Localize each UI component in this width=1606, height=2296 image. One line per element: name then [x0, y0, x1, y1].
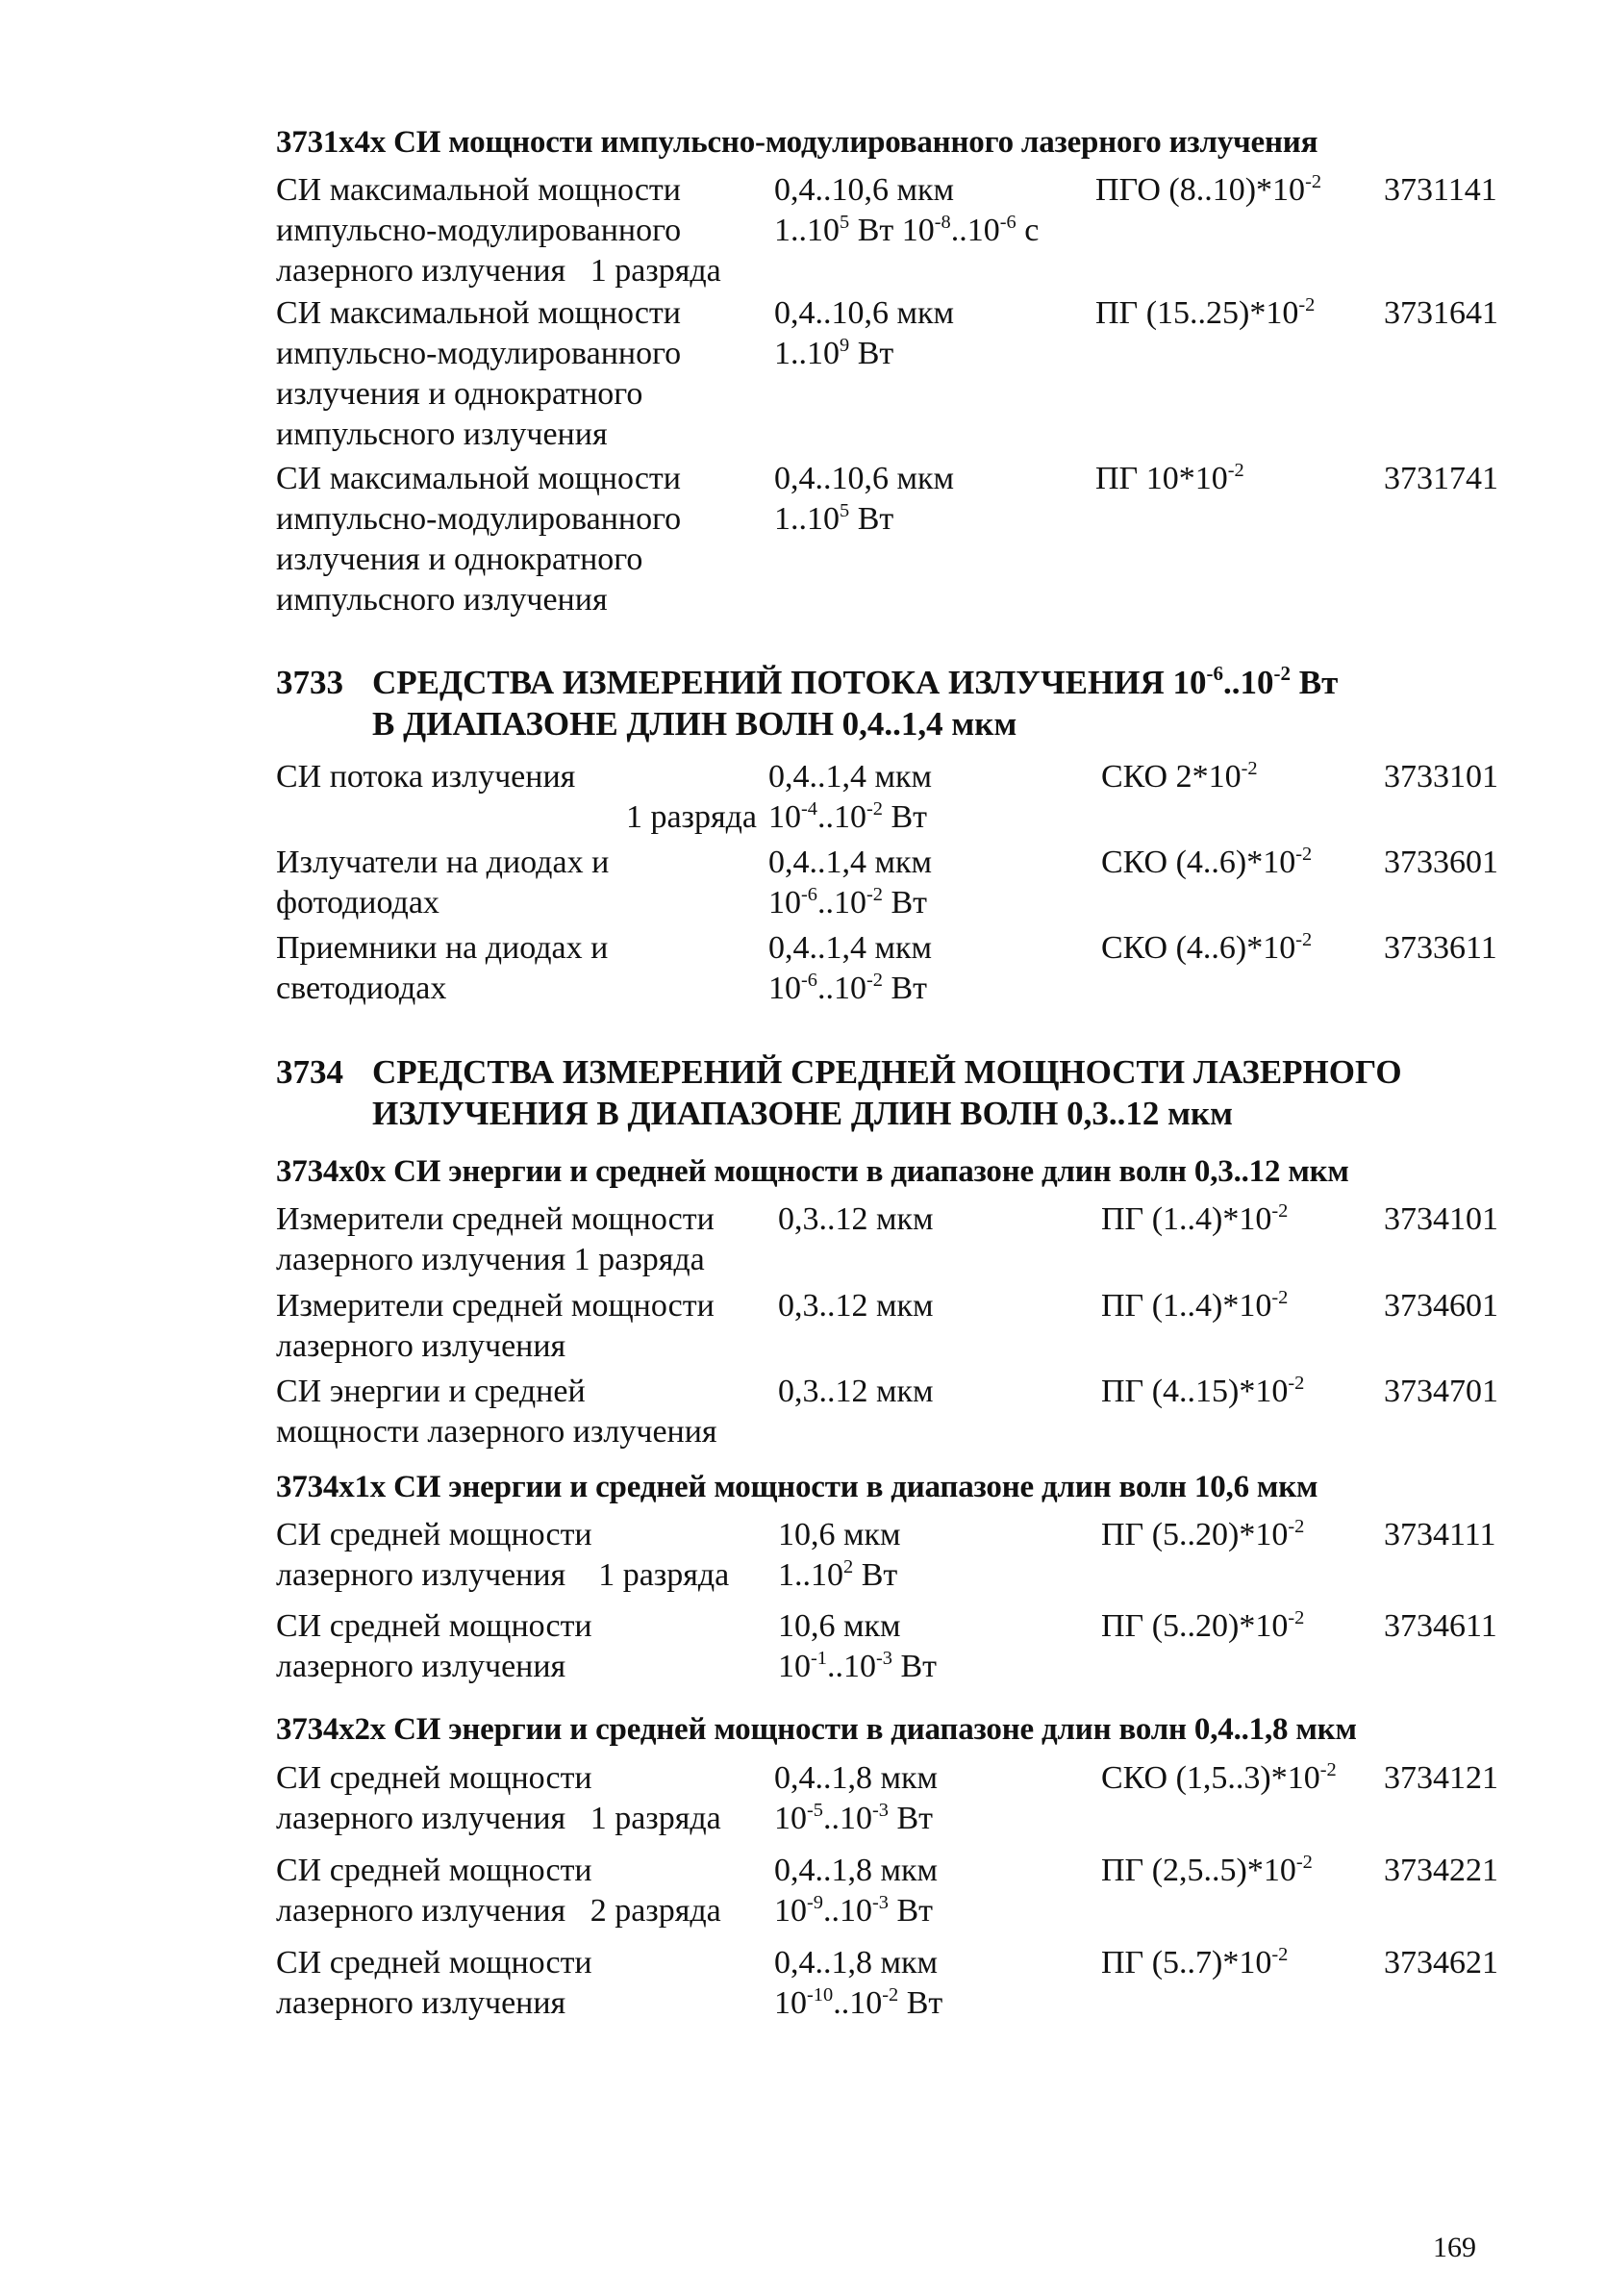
- code: 3734111: [1384, 1517, 1496, 1552]
- code: 3734611: [1384, 1608, 1497, 1644]
- measurement-range: 0,4..1,8 мкм $10^{-10}..10^{-2}$ Вт: [774, 1945, 943, 2021]
- instrument-name: Измерители средней мощности лазерного излучения: [276, 1288, 715, 1364]
- measurement-range: 0,4..10,6 мкм 1..10$^9$ Вт: [774, 295, 955, 371]
- measurement-range: 0,3..12 мкм: [778, 1374, 934, 1409]
- subsection-heading-3734x1x: 3734x1x СИ энергии и средней мощности в диапазоне длин волн 10,6 мкм: [276, 1470, 1318, 1504]
- measurement-range: 0,3..12 мкм: [778, 1288, 934, 1324]
- code: 3731641: [1384, 295, 1498, 331]
- instrument-name: СИ максимальной мощности импульсно-модулированного лазерного излучения 1 разряда: [276, 172, 721, 289]
- measurement-range: 0,4..10,6 мкм 1..10$^5$ Вт: [774, 461, 955, 537]
- instrument-name: СИ средней мощности лазерного излучения 2 разряда: [276, 1853, 721, 1929]
- subsection-heading-3734x2x: 3734x2x СИ энергии и средней мощности в диапазоне длин волн 0,4..1,8 мкм: [276, 1712, 1357, 1747]
- measurement-range: 0,4..1,4 мкм $10^{-6}..10^{-2}$ Вт: [768, 930, 933, 1006]
- instrument-name: СИ максимальной мощности импульсно-модулированного излучения и однократного импульсного излучения: [276, 461, 682, 618]
- code: 3731141: [1384, 172, 1497, 208]
- code: 3734621: [1384, 1945, 1498, 1981]
- document-page: 3731x4x СИ мощности импульсно-модулированного лазерного излучения СИ максимальной мощности импульсно-модулированного лазерного излучения 1 разряда 0,4..10,6 мкм 1..10$^5$ Вт $10^{-8}..10^{-6}$ с ПГО $(8..10)*10^{-2}$ 3731141 СИ максимальной мощности импульсно-модулированного излучения и однократного импульсного излучения 0,4..10,6 мкм 1..10$^9$ Вт ПГ $(15..25)*10^{-2}$ 3731641 СИ максимальной мощности импульсно-модулированного излучения и однократного импульсного излучения 0,4..10,6 мкм 1..10$^5$ Вт ПГ $10*10^{-2}$ 3731741 3733 СРЕДСТВА ИЗМЕРЕНИЙ ПОТОКА ИЗЛУЧЕНИЯ $10^{-6}..10^{-2}$ Вт В ДИАПАЗОНЕ ДЛИН ВОЛН 0,4..1,4 мкм СИ потока излучения 1 разряда 0,4..1,4 мкм $10^{-4}..10^{-2}$ Вт СКО $2*10^{-2}$ 3733101 Излучатели на диодах и фотодиодах 0,4..1,4 мкм $10^{-6}..10^{-2}$ Вт СКО $(4..6)*10^{-2}$ 3733601 Приемники на диодах и светодиодах 0,4..1,4 мкм $10^{-6}..10^{-2}$ Вт СКО $(4..6)*10^{-2}$ 3733611 3734 СРЕДСТВА ИЗМЕРЕНИЙ СРЕДНЕЙ МОЩНОСТИ ЛАЗЕРНОГО ИЗЛУЧЕНИЯ В ДИАПАЗОНЕ ДЛИН ВОЛН 0,3..12 мкм 3734x0x СИ энергии и средней мощности в диапазоне длин волн 0,3..12 мкм Измерители средней мощности лазерного излучения 1 разряда 0,3..12 мкм ПГ $(1..4)*10^{-2}$ 3734101 Измерители средней мощности лазерного излучения 0,3..12 мкм ПГ $(1..4)*10^{-2}$ 3734601 СИ энергии и средней мощности лазерного излучения 0,3..12 мкм ПГ $(4..15)*10^{-2}$ 3734701 3734x1x СИ энергии и средней мощности в диапазоне длин волн 10,6 мкм СИ средней мощности лазерного излучения 1 разряда 10,6 мкм 1..10$^2$ Вт ПГ $(5..20)*10^{-2}$ 3734111 СИ средней мощности лазерного излучения 10,6 мкм $10^{-1}..10^{-3}$ Вт ПГ $(5..20)*10^{-2}$ 3734611 3734x2x СИ энергии и средней мощности в диапазоне длин волн 0,4..1,8 мкм СИ средней мощности лазерного излучения 1 разряда 0,4..1,8 мкм $10^{-5}..10^{-3}$ Вт СКО $(1,5..3)*10^{-2}$ 3734121 СИ средней мощности лазерного излучения 2 разряда 0,4..1,8 мкм $10^{-9}..10^{-3}$ Вт ПГ $(2,5..5)*10^{-2}$ 3734221 СИ средней мощности лазерного излучения 0,4..1,8 мкм $10^{-10}..10^{-2}$ Вт ПГ $(5..7)*10^{-2}$ 3734621 169: [276, 125, 1498, 2263]
- rank-label: 1 разряда: [590, 1801, 721, 1836]
- accuracy: ПГО $(8..10)*10^{-2}$: [1095, 170, 1322, 208]
- instrument-name: СИ средней мощности лазерного излучения 1 разряда: [276, 1517, 730, 1593]
- rank-label: 1 разряда: [625, 799, 757, 835]
- instrument-name: Измерители средней мощности лазерного излучения 1 разряда: [276, 1201, 715, 1277]
- accuracy: ПГ $(15..25)*10^{-2}$: [1095, 293, 1316, 331]
- page-number: 169: [1433, 2232, 1476, 2263]
- accuracy: ПГ $(5..7)*10^{-2}$: [1101, 1943, 1289, 1981]
- instrument-name: СИ средней мощности лазерного излучения: [276, 1608, 592, 1684]
- instrument-name: СИ потока излучения 1 разряда: [276, 759, 757, 835]
- rank-label: 1 разряда: [598, 1557, 730, 1593]
- instrument-name: СИ энергии и средней мощности лазерного излучения: [276, 1374, 717, 1450]
- code: 3733611: [1384, 930, 1497, 966]
- accuracy: СКО $(1,5..3)*10^{-2}$: [1101, 1758, 1337, 1796]
- accuracy: ПГ $(2,5..5)*10^{-2}$: [1101, 1851, 1313, 1888]
- code: 3734601: [1384, 1288, 1498, 1324]
- code: 3734701: [1384, 1374, 1498, 1409]
- measurement-range: 10,6 мкм 1..10$^2$ Вт: [778, 1517, 901, 1593]
- instrument-name: СИ средней мощности лазерного излучения 1 разряда: [276, 1760, 721, 1836]
- instrument-name: Излучатели на диодах и фотодиодах: [276, 845, 610, 921]
- code: 3734121: [1384, 1760, 1498, 1796]
- measurement-range: 0,4..10,6 мкм 1..10$^5$ Вт $10^{-8}..10^{-6}$ с: [774, 172, 1040, 248]
- code: 3731741: [1384, 461, 1498, 496]
- accuracy: ПГ $10*10^{-2}$: [1095, 459, 1244, 496]
- measurement-range: 0,4..1,4 мкм $10^{-6}..10^{-2}$ Вт: [768, 845, 933, 921]
- subsection-heading-3734x0x: 3734x0x СИ энергии и средней мощности в диапазоне длин волн 0,3..12 мкм: [276, 1154, 1349, 1189]
- code: 3734221: [1384, 1853, 1498, 1888]
- accuracy: ПГ $(4..15)*10^{-2}$: [1101, 1372, 1305, 1409]
- accuracy: ПГ $(5..20)*10^{-2}$: [1101, 1515, 1305, 1552]
- measurement-range: 0,4..1,8 мкм $10^{-9}..10^{-3}$ Вт: [774, 1853, 939, 1929]
- code: 3733601: [1384, 845, 1498, 880]
- accuracy: СКО $(4..6)*10^{-2}$: [1101, 928, 1313, 966]
- measurement-range: 0,3..12 мкм: [778, 1201, 934, 1237]
- accuracy: ПГ $(1..4)*10^{-2}$: [1101, 1286, 1289, 1324]
- accuracy: ПГ $(1..4)*10^{-2}$: [1101, 1199, 1289, 1237]
- measurement-range: 0,4..1,8 мкм $10^{-5}..10^{-3}$ Вт: [774, 1760, 939, 1836]
- code: 3733101: [1384, 759, 1498, 795]
- accuracy: СКО $2*10^{-2}$: [1101, 757, 1258, 795]
- rank-label: 1 разряда: [590, 253, 721, 289]
- instrument-name: СИ средней мощности лазерного излучения: [276, 1945, 592, 2021]
- subsection-heading-3731x4x: 3731x4x СИ мощности импульсно-модулированного лазерного излучения: [276, 125, 1318, 160]
- measurement-range: 10,6 мкм $10^{-1}..10^{-3}$ Вт: [778, 1608, 938, 1684]
- instrument-name: СИ максимальной мощности импульсно-модулированного излучения и однократного импульсного излучения: [276, 295, 682, 452]
- code: 3734101: [1384, 1201, 1498, 1237]
- instrument-name: Приемники на диодах и светодиодах: [276, 930, 609, 1006]
- measurement-range: 0,4..1,4 мкм $10^{-4}..10^{-2}$ Вт: [768, 759, 933, 835]
- accuracy: ПГ $(5..20)*10^{-2}$: [1101, 1606, 1305, 1644]
- accuracy: СКО $(4..6)*10^{-2}$: [1101, 843, 1313, 880]
- rank-label: 2 разряда: [590, 1893, 721, 1929]
